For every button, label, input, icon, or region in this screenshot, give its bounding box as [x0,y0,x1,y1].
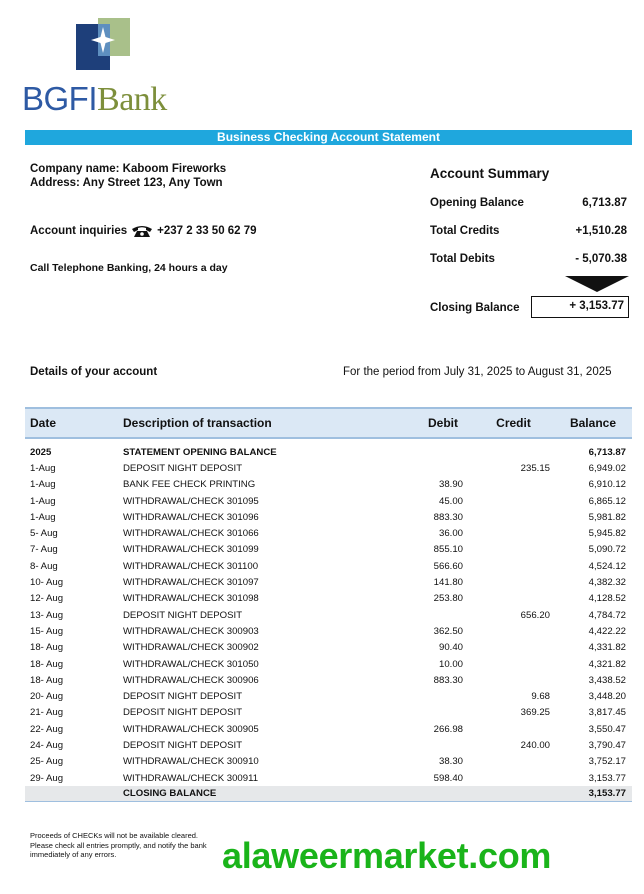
account-summary-title: Account Summary [430,166,550,181]
inquiries-phone: +237 2 33 50 62 79 [157,225,257,237]
table-row [25,623,632,639]
cell-description: WITHDRAWAL/CHECK 301099 [123,544,259,556]
table-row [25,558,632,574]
cell-balance: 3,817.45 [588,707,626,719]
cell-description: WITHDRAWAL/CHECK 300905 [123,723,259,735]
cell-credit: 369.25 [520,707,550,719]
cell-date: 8- Aug [30,560,58,572]
table-row [25,525,632,541]
cell-balance: 5,981.82 [588,511,626,523]
table-row [25,493,632,509]
cell-debit: 883.30 [433,511,463,523]
cell-date: 18- Aug [30,674,64,686]
cell-balance: 4,524.12 [588,560,626,572]
cell-date: 1-Aug [30,511,56,523]
header-debit: Debit [428,416,458,430]
cell-balance: 3,790.47 [588,739,626,751]
inquiries-label: Account inquiries [30,225,128,237]
cell-debit: 38.90 [438,479,463,491]
header-credit: Credit [496,416,531,430]
cell-balance: 4,422.22 [588,625,626,637]
statement-title: Business Checking Account Statement [25,130,632,145]
cell-balance: 4,321.82 [588,658,626,670]
table-row [25,705,632,721]
opening-balance-label: Opening Balance [430,197,524,209]
cell-date: 1-Aug [30,479,56,491]
header-description: Description of transaction [123,416,272,430]
cell-debit: 362.50 [433,625,463,637]
cell-date: 15- Aug [30,625,64,637]
cell-date: 7- Aug [30,544,58,556]
bank-logo-icon [76,18,130,70]
cell-balance: 5,945.82 [588,528,626,540]
cell-date: 1-Aug [30,495,56,507]
account-inquiries [30,224,257,238]
cell-balance: 6,713.87 [588,446,626,458]
cell-date: 12- Aug [30,593,64,605]
cell-debit: 90.40 [438,642,463,654]
cell-credit: 9.68 [531,691,550,703]
cell-balance: 4,128.52 [588,593,626,605]
table-row [25,460,632,476]
cell-balance: 3,153.77 [588,772,626,784]
company-address: Address: Any Street 123, Any Town [30,177,223,189]
cell-debit: 38.30 [438,756,463,768]
cell-description: DEPOSIT NIGHT DEPOSIT [123,739,243,751]
closing-balance-table-row [25,786,632,802]
cell-debit: 10.00 [438,658,463,670]
cell-debit: 253.80 [433,593,463,605]
closing-desc: CLOSING BALANCE [123,788,217,800]
closing-balance-cell: 3,153.77 [588,788,626,800]
cell-debit: 855.10 [433,544,463,556]
cell-date: 24- Aug [30,739,64,751]
total-debits-value: - 5,070.38 [575,253,627,265]
statement-period: For the period from July 31, 2025 to August 31, 2025 [343,366,612,378]
table-row [25,688,632,704]
telephone-icon [131,224,153,238]
table-row [25,591,632,607]
cell-date: 18- Aug [30,642,64,654]
cell-credit: 235.15 [520,462,550,474]
cell-date: 1-Aug [30,462,56,474]
customer-info [30,162,226,190]
cell-balance: 3,438.52 [588,674,626,686]
header-balance: Balance [569,416,616,430]
table-row [25,754,632,770]
cell-description: STATEMENT OPENING BALANCE [123,446,277,458]
total-credits-value: +1,510.28 [575,225,627,237]
cell-balance: 3,550.47 [588,723,626,735]
table-body [25,439,632,786]
cell-date: 10- Aug [30,577,64,589]
cell-description: DEPOSIT NIGHT DEPOSIT [123,462,243,474]
table-row [25,721,632,737]
closing-balance-label: Closing Balance [430,302,520,314]
header-date: Date [30,416,57,430]
table-header [25,407,632,439]
cell-balance: 3,448.20 [588,691,626,703]
cell-credit: 656.20 [520,609,550,621]
opening-balance-value: 6,713.87 [582,197,627,209]
cell-description: WITHDRAWAL/CHECK 300902 [123,642,259,654]
cell-date: 25- Aug [30,756,64,768]
total-credits-label: Total Credits [430,225,500,237]
cell-date: 29- Aug [30,772,64,784]
cell-description: DEPOSIT NIGHT DEPOSIT [123,691,243,703]
cell-description: WITHDRAWAL/CHECK 301066 [123,528,259,540]
cell-debit: 598.40 [433,772,463,784]
company-name: Company name: Kaboom Fireworks [30,163,227,175]
cell-description: WITHDRAWAL/CHECK 300906 [123,674,259,686]
cell-description: WITHDRAWAL/CHECK 301097 [123,577,259,589]
closing-balance-row [430,302,530,314]
cell-balance: 4,784.72 [588,609,626,621]
table-row [25,477,632,493]
cell-credit: 240.00 [520,739,550,751]
cell-balance: 4,331.82 [588,642,626,654]
cell-balance: 4,382.32 [588,577,626,589]
cell-description: WITHDRAWAL/CHECK 300911 [123,772,259,784]
opening-balance-row [430,197,627,209]
cell-description: DEPOSIT NIGHT DEPOSIT [123,609,243,621]
telephone-banking-note: Call Telephone Banking, 24 hours a day [30,262,228,274]
cell-balance: 5,090.72 [588,544,626,556]
cell-debit: 566.60 [433,560,463,572]
cell-debit: 36.00 [438,528,463,540]
cell-description: WITHDRAWAL/CHECK 301096 [123,511,259,523]
cell-date: 20- Aug [30,691,64,703]
cell-debit: 45.00 [438,495,463,507]
table-row [25,607,632,623]
table-row [25,737,632,753]
total-debits-label: Total Debits [430,253,495,265]
table-row [25,640,632,656]
cell-date: 2025 [30,446,52,458]
cell-debit: 141.80 [433,577,463,589]
cell-balance: 6,910.12 [588,479,626,491]
bank-logo-text: BGFIBank [22,80,167,118]
cell-balance: 6,865.12 [588,495,626,507]
table-row [25,542,632,558]
cell-description: WITHDRAWAL/CHECK 301098 [123,593,259,605]
down-arrow-icon [565,276,629,292]
cell-description: WITHDRAWAL/CHECK 301095 [123,495,259,507]
cell-date: 5- Aug [30,528,58,540]
table-row [25,672,632,688]
cell-debit: 883.30 [433,674,463,686]
table-row [25,656,632,672]
watermark: alaweermarket.com [222,835,552,876]
cell-date: 21- Aug [30,707,64,719]
cell-balance: 3,752.17 [588,756,626,768]
total-debits-row [430,253,627,265]
cell-date: 13- Aug [30,609,64,621]
cell-description: WITHDRAWAL/CHECK 300903 [123,625,259,637]
table-row [25,770,632,786]
footer-note: Proceeds of CHECKs will not be available cleared. Please check all entries promptly, and notify the bank immediately of any errors. [30,831,207,859]
cell-description: WITHDRAWAL/CHECK 301100 [123,560,259,572]
cell-date: 22- Aug [30,723,64,735]
cell-description: WITHDRAWAL/CHECK 301050 [123,658,259,670]
table-row [25,509,632,525]
cell-description: BANK FEE CHECK PRINTING [123,479,256,491]
closing-balance-value: + 3,153.77 [531,296,629,318]
table-row [25,574,632,590]
table-row [25,444,632,460]
transactions-table [25,407,632,802]
cell-debit: 266.98 [433,723,463,735]
cell-description: DEPOSIT NIGHT DEPOSIT [123,707,243,719]
total-credits-row [430,225,627,237]
cell-date: 18- Aug [30,658,64,670]
cell-balance: 6,949.02 [588,462,626,474]
details-heading: Details of your account [30,366,158,378]
cell-description: WITHDRAWAL/CHECK 300910 [123,756,259,768]
